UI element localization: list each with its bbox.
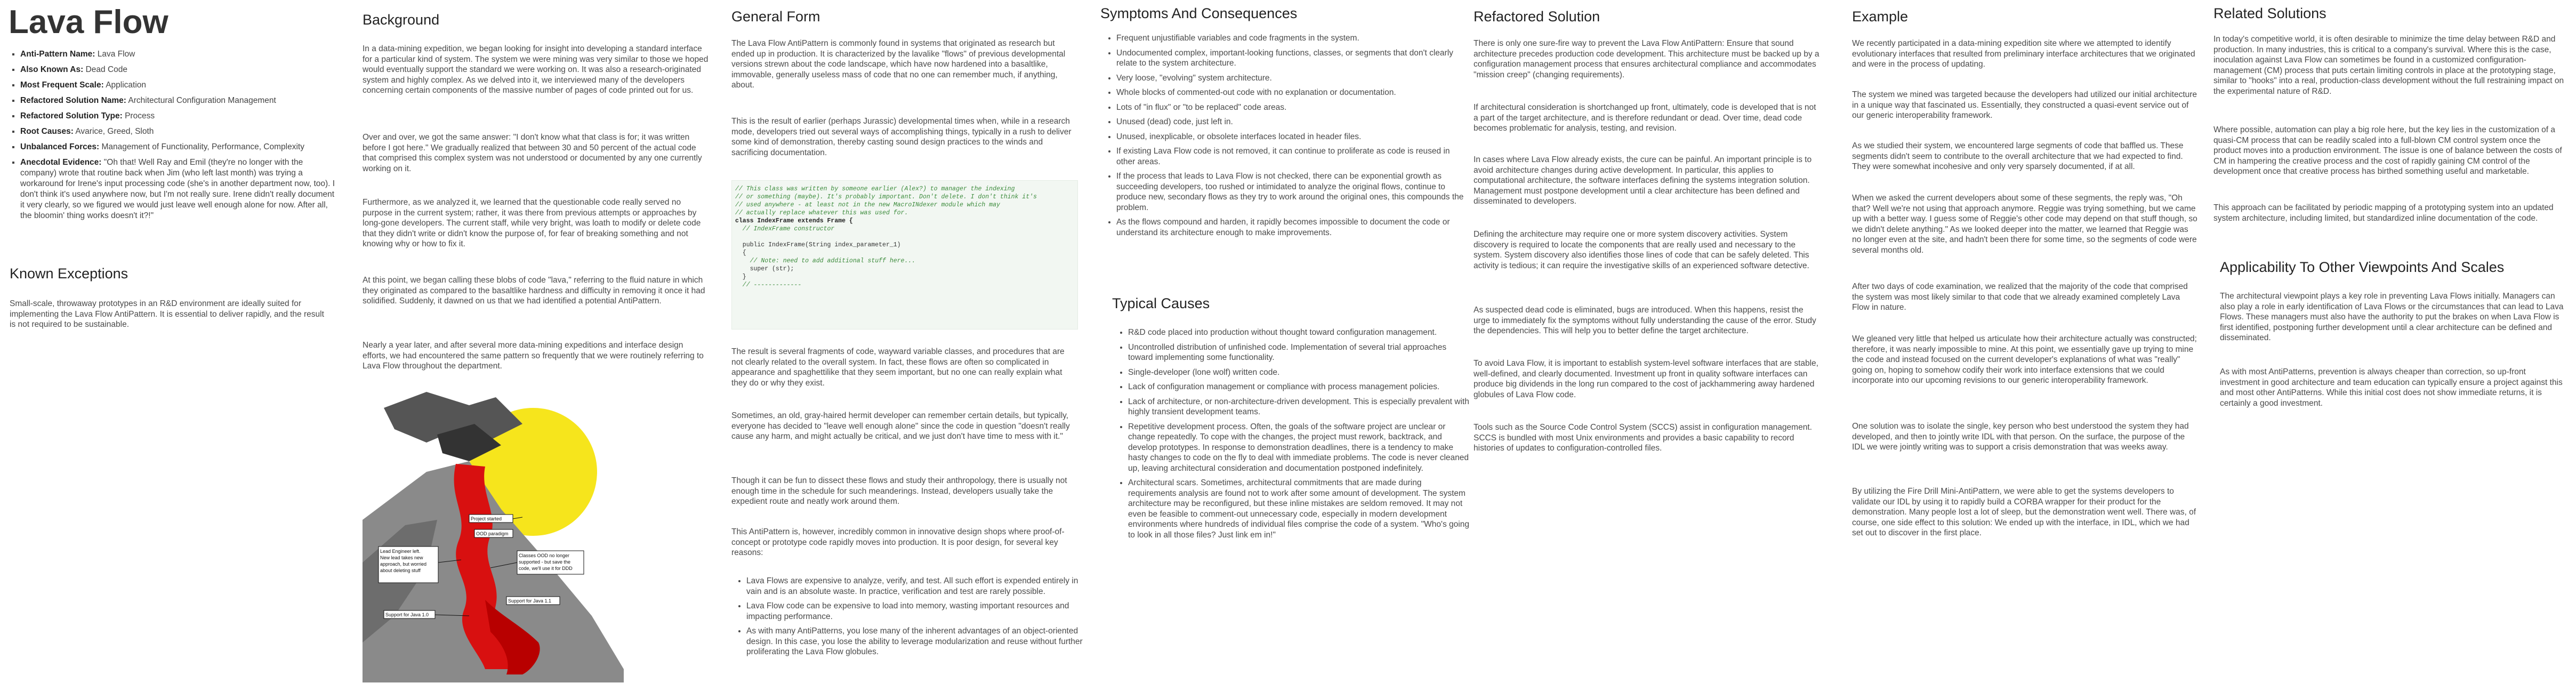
- applicability-heading: Applicability To Other Viewpoints And Scales: [2220, 259, 2505, 275]
- callout-label: approach, but worried: [380, 561, 427, 567]
- known-exceptions-text: Small-scale, throwaway prototypes in an R&D environment are ideally suited for implementing the Lava Flow AntiPattern. It is essential to deliver rapidly, and the result is not required to be sustainable.: [10, 299, 324, 329]
- background-paragraph: Furthermore, as we analyzed it, we learned that the questionable code really served no purpose in the current system; rather, it was there from previous attempts or approaches by long-gone developers. The current staff, while very bright, was loath to modify or delete code that they didn't write or didn't know the purpose of, for fear of breaking something and not knowing why or how to fix it.: [363, 198, 701, 248]
- refactored-paragraph: As suspected dead code is eliminated, bugs are introduced. When this happens, resist the urge to immediately fix the symptoms without fully understanding the cause of the error. Study the dependencies. This will help you to better define the target architecture.: [1474, 306, 1816, 335]
- code-line: {: [735, 250, 746, 256]
- refactored-paragraph: In cases where Lava Flow already exists, the cure can be painful. An important principle is to avoid architecture changes during active development. In particular, this applies to computational architecture, the software interfaces defining the systems integration solution. Management must postpone development until a clear architecture has been defined and disseminated to developers.: [1474, 155, 1812, 206]
- example-paragraph: We gleaned very little that helped us articulate how their architecture actually was constructed; therefore, it was nearly impossible to mine. At this point, we essentially gave up trying to mine the code and instead focused on the current developer's explanations of what was "really" going on, hoping to somehow codify their work into interface extensions that we could incorporate into our upcoming revisions to our generic interoperability framework.: [1852, 334, 2197, 385]
- attribute-value: "Oh that! Well Ray and Emil (they're no longer with the company) wrote that routine back when Jim (who left last month) was trying a workaround for Irene's input processing code (she's in another department now, too). I don't think it's used anywhere now, but I'm not really sure. Irene didn't really document it very clearly, so we figured we would just leave well enough alone for now. After all, the bloomin' thing works doesn't it?!": [20, 158, 335, 220]
- code-comment: // actually replace whatever this was used for.: [735, 210, 908, 216]
- list-item: • Single-developer (lone wolf) written code.: [1128, 367, 1469, 378]
- attribute-value: Management of Functionality, Performance, Complexity: [101, 142, 304, 151]
- attribute-item: [20, 142, 340, 152]
- attribute-label: Most Frequent Scale:: [20, 81, 104, 90]
- callout-label: Project started: [471, 516, 502, 521]
- callout-label: Support for Java 1.0: [385, 612, 429, 617]
- callout-label: OOD paradigm: [476, 531, 509, 536]
- background-heading: Background: [363, 12, 440, 28]
- list-item: • R&D code placed into production without thought toward configuration management.: [1128, 327, 1469, 338]
- code-line: }: [735, 274, 746, 280]
- code-line: class IndexFrame extends Frame {: [735, 218, 853, 224]
- known-exceptions-heading: Known Exceptions: [10, 266, 128, 282]
- symptoms-list: [1107, 33, 1468, 242]
- refactored-paragraph: There is only one sure-fire way to prevent the Lava Flow AntiPattern: Ensure that sound architecture precedes production code development. This architecture must be backed up by a configuration management process that ensures architectural compliance and accommodates "mission creep" (changing requirements).: [1474, 39, 1820, 79]
- example-paragraph: By utilizing the Fire Drill Mini-AntiPattern, we were able to get the systems developers to validate our IDL by using it to rapidly build a CORBA wrapper for their product for the demonstration. Many people lost a lot of sleep, but the demonstration went well. There was, of course, one side effect to this solution: We ended up with the interface, in IDL, which we had set out to discover in the first place.: [1852, 487, 2196, 537]
- attribute-label: Refactored Solution Name:: [20, 96, 126, 105]
- refactored-paragraph: Defining the architecture may require one or more system discovery activities. System discovery is required to locate the components that are really used and necessary to the system. System discovery also identifies those lines of code that can be safely deleted. This activity is tedious; it can require the investigative skills of an experienced software detective.: [1474, 230, 1809, 270]
- refactored-heading: Refactored Solution: [1474, 9, 1600, 25]
- attribute-label: Also Known As:: [20, 65, 84, 74]
- code-comment: // IndexFrame constructor: [735, 226, 835, 232]
- applicability-paragraph: The architectural viewpoint plays a key role in preventing Lava Flows initially. Managers can also play a role in early identification of Lava Flows or the circumstances that can lead to Lava Flows. These managers must also have the authority to put the brakes on when Lava Flow is first identified, postponing further development until a clear architecture can be defined and disseminated.: [2220, 292, 2564, 342]
- list-item: • Undocumented complex, important-looking functions, classes, or segments that don't clearly relate to the system architecture.: [1116, 48, 1468, 69]
- attribute-value: Lava Flow: [97, 50, 135, 59]
- callout-label: Support for Java 1.1: [508, 598, 552, 604]
- list-item: • Lava Flow code can be expensive to load into memory, wasting important resources and impacting performance.: [746, 601, 1088, 622]
- general-form-paragraph: Though it can be fun to dissect these flows and study their anthropology, there is usually not enough time in the schedule for such meanderings. Instead, developers usually take the expedient route and neatly work around them.: [731, 476, 1067, 506]
- attribute-value: Dead Code: [85, 65, 127, 74]
- attribute-value: Process: [125, 111, 155, 120]
- callout-label: about deleting stuff: [380, 568, 421, 573]
- callout-label: Classes OOD no longer: [519, 553, 570, 558]
- general-form-paragraph: This is the result of earlier (perhaps Jurassic) developmental times when, while in a research mode, developers tried out several ways of accomplishing things, typically in a rush to deliver some kind of demonstration, thereby casting sound design practices to the winds and sacrificing documentation.: [731, 117, 1072, 157]
- refactored-paragraph: To avoid Lava Flow, it is important to establish system-level software interfaces that are stable, well-defined, and clearly documented. Investment up front in quality software interfaces can produce big dividends in the long run compared to the cost of jackhammering away hardened globules of Lava Flow code.: [1474, 359, 1818, 399]
- lava-flow-illustration: [363, 392, 629, 682]
- attribute-value: Avarice, Greed, Sloth: [75, 127, 154, 136]
- example-paragraph: The system we mined was targeted because the developers had utilized our initial architecture in a unique way that fascinated us. Essentially, they constructed a quasi-event service out of our generic interoperability framework.: [1852, 90, 2197, 120]
- code-comment: // This class was written by someone earlier (Alex?) to manager the indexing: [735, 186, 1015, 192]
- general-form-list: [737, 576, 1088, 662]
- example-paragraph: When we asked the current developers about some of these segments, the reply was, "Oh that? Well we're not using that approach anymore. Reggie was trying something, but we came up with a better way. I guess some of Reggie's other code may depend on that stuff though, so we didn't delete anything." As we looked deeper into the matter, we learned that Reggie was no longer even at the site, and hadn't been there for some time, so the segments of code were several months old.: [1852, 194, 2197, 255]
- background-paragraph: Over and over, we got the same answer: "I don't know what that class is for; it was written before I got here." We gradually realized that between 30 and 50 percent of the actual code that comprised this complex system was not understood or documented by any one currently working on it.: [363, 133, 702, 173]
- example-paragraph: After two days of code examination, we realized that the majority of the code that comprised the system was most likely similar to that code that we already examined completely Lava Flow in nature.: [1852, 282, 2188, 312]
- attribute-item: [20, 111, 340, 122]
- list-item: • If the process that leads to Lava Flow is not checked, there can be exponential growth as succeeding developers, too rushed or intimidated to analyze the original flows, continue to produce new, secondary flows as they try to work around the original ones, this compounds the problem.: [1116, 171, 1468, 213]
- code-comment: // used anywhere - at least not in the new MacroINdexer module which may: [735, 202, 1000, 208]
- attribute-label: Unbalanced Forces:: [20, 142, 100, 151]
- list-item: • Architectural scars. Sometimes, architectural commitments that are made during requirements analysis are found not to work after some amount of development. The system architecture may be reconfigured, but these inline mistakes are seldom removed. It may not even be feasible to comment-out unnecessary code, especially in modern development environments where hundreds of individual files comprise the code of a system. "Who's going to look in all those files? Just link em in!": [1128, 478, 1469, 540]
- list-item: • Lava Flows are expensive to analyze, verify, and test. All such effort is expended entirely in vain and is an absolute waste. In practice, verification and test are rarely possible.: [746, 576, 1088, 597]
- list-item: • Unused, inexplicable, or obsolete interfaces located in header files.: [1116, 132, 1468, 142]
- attribute-item: [20, 95, 340, 106]
- list-item: • Very loose, "evolving" system architecture.: [1116, 73, 1468, 84]
- callout-label: Lead Engineer left.: [380, 549, 421, 554]
- attribute-item: [20, 126, 340, 137]
- related-paragraph: In today's competitive world, it is often desirable to minimize the time delay between R&D and production. In many industries, this is critical to a company's survival. Where this is the case, inoculation against Lava Flow can sometimes be found in a customized configuration-management (CM) process that puts certain limiting controls in place at the prototyping stage, similar to "hooks" into a real, production-class development without the full restraining impact on the experimental nature of R&D.: [2213, 35, 2564, 96]
- attribute-item: [20, 157, 340, 221]
- code-sample: [731, 180, 1078, 330]
- attribute-label: Root Causes:: [20, 127, 74, 136]
- list-item: • Lack of architecture, or non-architecture-driven development. This is especially prevalent with highly transient development teams.: [1128, 397, 1469, 417]
- list-item: • As the flows compound and harden, it rapidly becomes impossible to document the code or understand its architecture enough to make improvements.: [1116, 217, 1468, 238]
- code-comment: // -------------: [735, 282, 802, 288]
- code-comment: // Note: need to add additional stuff here...: [735, 258, 916, 264]
- list-item: • Whole blocks of commented-out code with no explanation or documentation.: [1116, 87, 1468, 98]
- related-paragraph: This approach can be facilitated by periodic mapping of a prototyping system into an updated system architecture, including limited, but standardized inline documentation of the code.: [2213, 203, 2554, 223]
- related-paragraph: Where possible, automation can play a big role here, but the key lies in the customization of a quasi-CM process that can be readily scaled into a full-blown CM control system once the product moves into a production environment. The issue is one of balance between the costs of CM in hampering the creative process and the cost of rapidly gaining CM control of the development once that creative process has birthed something useful and marketable.: [2213, 125, 2562, 176]
- typical-causes-heading: Typical Causes: [1112, 295, 1210, 311]
- callout-label: supported - but save the: [519, 559, 571, 565]
- list-item: • As with many AntiPatterns, you lose many of the inherent advantages of an object-oriented design. In this case, you lose the ability to leverage modularization and reuse without further proliferating the Lava Flow globules.: [746, 626, 1088, 657]
- general-form-paragraph: Sometimes, an old, gray-haired hermit developer can remember certain details, but typically, everyone has decided to "leave well enough alone" since the code in question "doesn't really cause any harm, and might actually be critical, and we just don't have time to mess with it.": [731, 411, 1070, 441]
- typical-causes-list: [1118, 327, 1469, 544]
- callout-label: code, we'll use it for DDD: [519, 566, 573, 571]
- attribute-value: Architectural Configuration Management: [128, 96, 276, 105]
- general-form-paragraph: The result is several fragments of code, wayward variable classes, and procedures that are not clearly related to the overall system. In fact, these flows are often so complicated in appearance and spaghettilike that they seem important, but no one can really explain what they do or why they exist.: [731, 347, 1065, 388]
- attribute-list: [11, 49, 340, 226]
- example-paragraph: We recently participated in a data-mining expedition site where we attempted to identify evolutionary interfaces that resulted from preliminary interface architectures that we originated and were in the process of updating.: [1852, 39, 2195, 69]
- general-form-paragraph: The Lava Flow AntiPattern is commonly found in systems that originated as research but ended up in production. It is characterized by the lavalike "flows" of previous developmental versions strewn about the code landscape, which have now hardened into a basaltlike, immovable, generally useless mass of code that no one can remember much, if anything, about.: [731, 39, 1066, 90]
- list-item: • Lots of "in flux" or "to be replaced" code areas.: [1116, 102, 1468, 113]
- list-item: • Lack of configuration management or compliance with process management policies.: [1128, 382, 1469, 392]
- attribute-label: Anecdotal Evidence:: [20, 158, 102, 167]
- code-line: public IndexFrame(String index_parameter_1): [735, 242, 901, 248]
- list-item: • Uncontrolled distribution of unfinished code. Implementation of several trial approaches toward implementing some functionality.: [1128, 342, 1469, 363]
- attribute-label: Refactored Solution Type:: [20, 111, 123, 120]
- refactored-paragraph: If architectural consideration is shortchanged up front, ultimately, code is developed that is not a part of the target architecture, and is therefore redundant or dead. Over time, dead code becomes problematic for analysis, testing, and revision.: [1474, 103, 1816, 133]
- related-heading: Related Solutions: [2213, 5, 2327, 21]
- general-form-heading: General Form: [731, 9, 820, 25]
- attribute-item: [20, 65, 340, 75]
- symptoms-heading: Symptoms And Consequences: [1100, 5, 1298, 21]
- general-form-paragraph: This AntiPattern is, however, incredibly common in innovative design shops where proof-of-concept or prototype code rapidly moves into production. It is poor design, for several key reasons:: [731, 527, 1065, 557]
- background-paragraph: At this point, we began calling these blobs of code "lava," referring to the fluid nature in which they originated as compared to the basaltlike hardness and difficulty in removing it once it had solidified. Suddenly, it dawned on us that we had identified a potential AntiPattern.: [363, 276, 705, 306]
- callout-label: New lead takes new: [380, 555, 423, 560]
- attribute-value: Application: [106, 81, 147, 90]
- list-item: • Frequent unjustifiable variables and code fragments in the system.: [1116, 33, 1468, 44]
- code-line: super (str);: [735, 266, 794, 272]
- attribute-label: Anti-Pattern Name:: [20, 50, 95, 59]
- list-item: • If existing Lava Flow code is not removed, it can continue to proliferate as code is reused in other areas.: [1116, 146, 1468, 167]
- background-paragraph: Nearly a year later, and after several more data-mining expeditions and interface design efforts, we had encountered the same pattern so frequently that we were routinely referring to Lava Flow throughout the department.: [363, 341, 704, 371]
- code-comment: // or something (maybe). It's probably important. Don't delete. I don't think it's: [735, 194, 1037, 200]
- background-paragraph: In a data-mining expedition, we began looking for insight into developing a standard interface for a particular kind of system. The system we were mining was very similar to those we hoped would eventually support the standard we were working on. It was also a research-originated system and highly complex. As we delved into it, we interviewed many of the developers concerning certain components of the massive number of pages of code printed out for us.: [363, 44, 709, 95]
- list-item: • Unused (dead) code, just left in.: [1116, 117, 1468, 127]
- example-paragraph: One solution was to isolate the single, key person who best understood the system they had developed, and then to jointly write IDL with that person. On the surface, the purpose of the IDL we were jointly writing was to support a crisis demonstration that was weeks away.: [1852, 422, 2189, 452]
- attribute-item: [20, 49, 340, 60]
- example-paragraph: As we studied their system, we encountered large segments of code that baffled us. These segments didn't seem to contribute to the overall architecture that we had expected to find. They were somewhat incohesive and only very sparsely documented, if at all.: [1852, 141, 2184, 171]
- attribute-item: [20, 80, 340, 91]
- applicability-paragraph: As with most AntiPatterns, prevention is always cheaper than correction, so up-front investment in good architecture and team education can typically ensure a project against this and most other AntiPatterns. While this initial cost does not show immediate returns, it is certainly a good investment.: [2220, 367, 2563, 408]
- list-item: • Repetitive development process. Often, the goals of the software project are unclear or change repeatedly. To cope with the changes, the project must rework, backtrack, and develop prototypes. In response to demonstration deadlines, there is a tendency to make hasty changes to code on the fly to deal with immediate problems. The code is never cleaned up, leaving architectural consideration and documentation postponed indefinitely.: [1128, 422, 1469, 474]
- example-heading: Example: [1852, 9, 1909, 25]
- page-title: Lava Flow: [9, 4, 168, 41]
- refactored-paragraph: Tools such as the Source Code Control System (SCCS) assist in configuration management. SCCS is bundled with most Unix environments and provides a basic capability to record histories of updates to configuration-controlled files.: [1474, 423, 1812, 453]
